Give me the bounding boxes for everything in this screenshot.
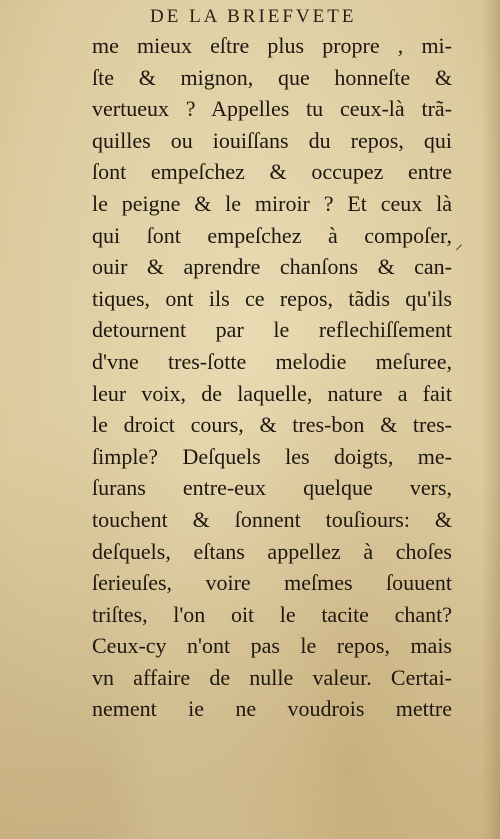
text-line: Ceux-cy n'ont pas le repos, mais <box>92 633 452 659</box>
text-line: me mieux eſtre plus propre , mi- <box>92 33 452 58</box>
text-line: vertueux ? Appelles tu ceux-là trã- <box>92 96 452 122</box>
text-line: nement ie ne voudrois mettre <box>92 696 452 722</box>
text-line: qui ſont empeſchez à compoſer, <box>92 222 452 248</box>
text-line: le droict cours, & tres-bon & tres- <box>92 412 452 438</box>
text-line: quilles ou iouiſſans du repos, qui <box>92 127 452 153</box>
text-line: touchent & ſonnent touſiours: & <box>92 506 452 532</box>
text-line: ouir & aprendre chanſons & can- <box>92 254 452 280</box>
page-edge-shadow <box>482 0 500 839</box>
text-line: ſont empeſchez & occupez entre <box>92 159 452 185</box>
text-line: ſimple? Deſquels les doigts, me- <box>92 443 452 469</box>
text-line: d'vne tres-ſotte melodie meſuree, <box>92 348 452 374</box>
text-line: triſtes, l'on oit le tacite chant? <box>92 601 452 627</box>
text-line: vn affaire de nulle valeur. Certai- <box>92 664 452 690</box>
text-line: ſerieuſes, voire meſmes ſouuent <box>92 570 452 596</box>
text-line: deſquels, eſtans appellez à choſes <box>92 538 452 564</box>
text-line: ſurans entre-eux quelque vers, <box>92 475 452 501</box>
body-text <box>92 30 452 725</box>
text-line: ſte & mignon, que honneſte & <box>92 64 452 90</box>
running-head: DE LA BRIEFVETE <box>150 6 357 27</box>
text-line: le peigne & le miroir ? Et ceux là <box>92 190 452 216</box>
text-line: tiques, ont ils ce repos, tãdis qu'ils <box>92 285 452 311</box>
text-line: leur voix, de laquelle, nature a fait <box>92 380 452 406</box>
margin-mark: ⸝ <box>455 236 464 253</box>
text-line: detournent par le reflechiſſement <box>92 317 452 343</box>
